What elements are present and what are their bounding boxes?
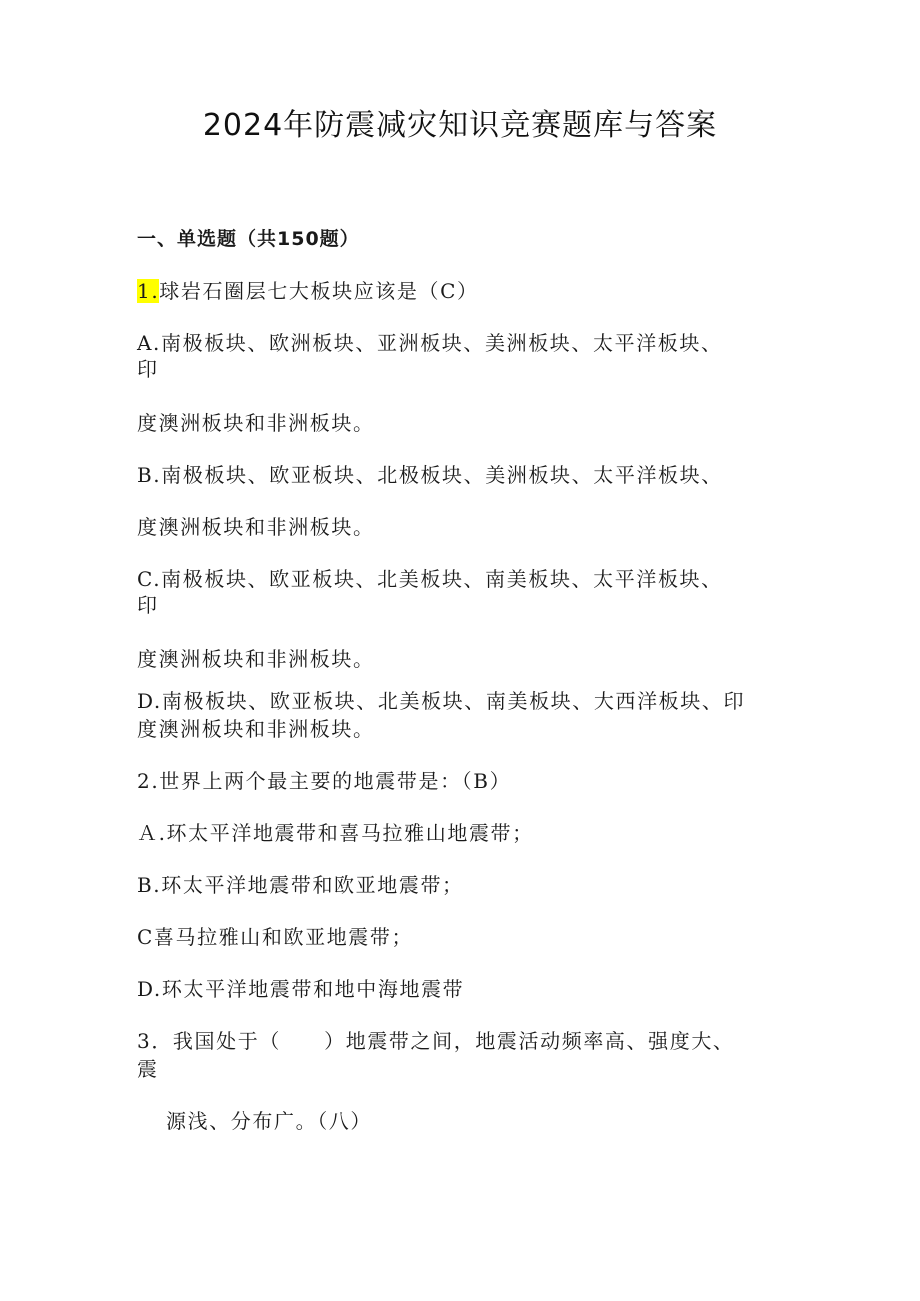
question-2: 2.世界上两个最主要的地震带是：（B） <box>137 769 512 793</box>
q1-option-d-line2: 度澳洲板块和非洲板块。 <box>137 717 375 741</box>
q2-option-a: Ａ.环太平洋地震带和喜马拉雅山地震带； <box>137 821 534 845</box>
q1-option-a-line3: 度澳洲板块和非洲板块。 <box>137 411 375 435</box>
question-3-line2: 震 <box>137 1057 159 1081</box>
question-1-text: 球岩石圈层七大板块应该是（C） <box>159 279 479 303</box>
section-heading: 一、单选题（共150题） <box>137 228 360 250</box>
q1-option-a-line2: 印 <box>137 357 159 381</box>
question-3-line1: 3．我国处于（ ）地震带之间，地震活动频率高、强度大、 <box>137 1029 735 1053</box>
q1-option-b-line2: 度澳洲板块和非洲板块。 <box>137 515 375 539</box>
q1-option-c-line2: 印 <box>137 593 159 617</box>
question-1 <box>137 278 479 304</box>
question-3-line3: 源浅、分布广。（八） <box>166 1109 372 1133</box>
q2-option-d: D.环太平洋地震带和地中海地震带 <box>137 977 465 1001</box>
q2-option-c: C喜马拉雅山和欧亚地震带； <box>137 925 414 949</box>
question-1-number: 1. <box>137 279 160 303</box>
q1-option-c-line3: 度澳洲板块和非洲板块。 <box>137 647 375 671</box>
q1-option-a-line1: A.南极板块、欧洲板块、亚洲板块、美洲板块、太平洋板块、 <box>137 331 723 355</box>
q2-option-b: B.环太平洋地震带和欧亚地震带； <box>137 873 464 897</box>
document-title: 2024年防震减灾知识竞赛题库与答案 <box>202 108 718 143</box>
q1-option-c-line1: C.南极板块、欧亚板块、北美板块、南美板块、太平洋板块、 <box>137 567 723 591</box>
q1-option-b-line1: B.南极板块、欧亚板块、北极板块、美洲板块、太平洋板块、 <box>137 463 723 487</box>
q1-option-d-line1: D.南极板块、欧亚板块、北美板块、南美板块、大西洋板块、印 <box>137 689 746 713</box>
